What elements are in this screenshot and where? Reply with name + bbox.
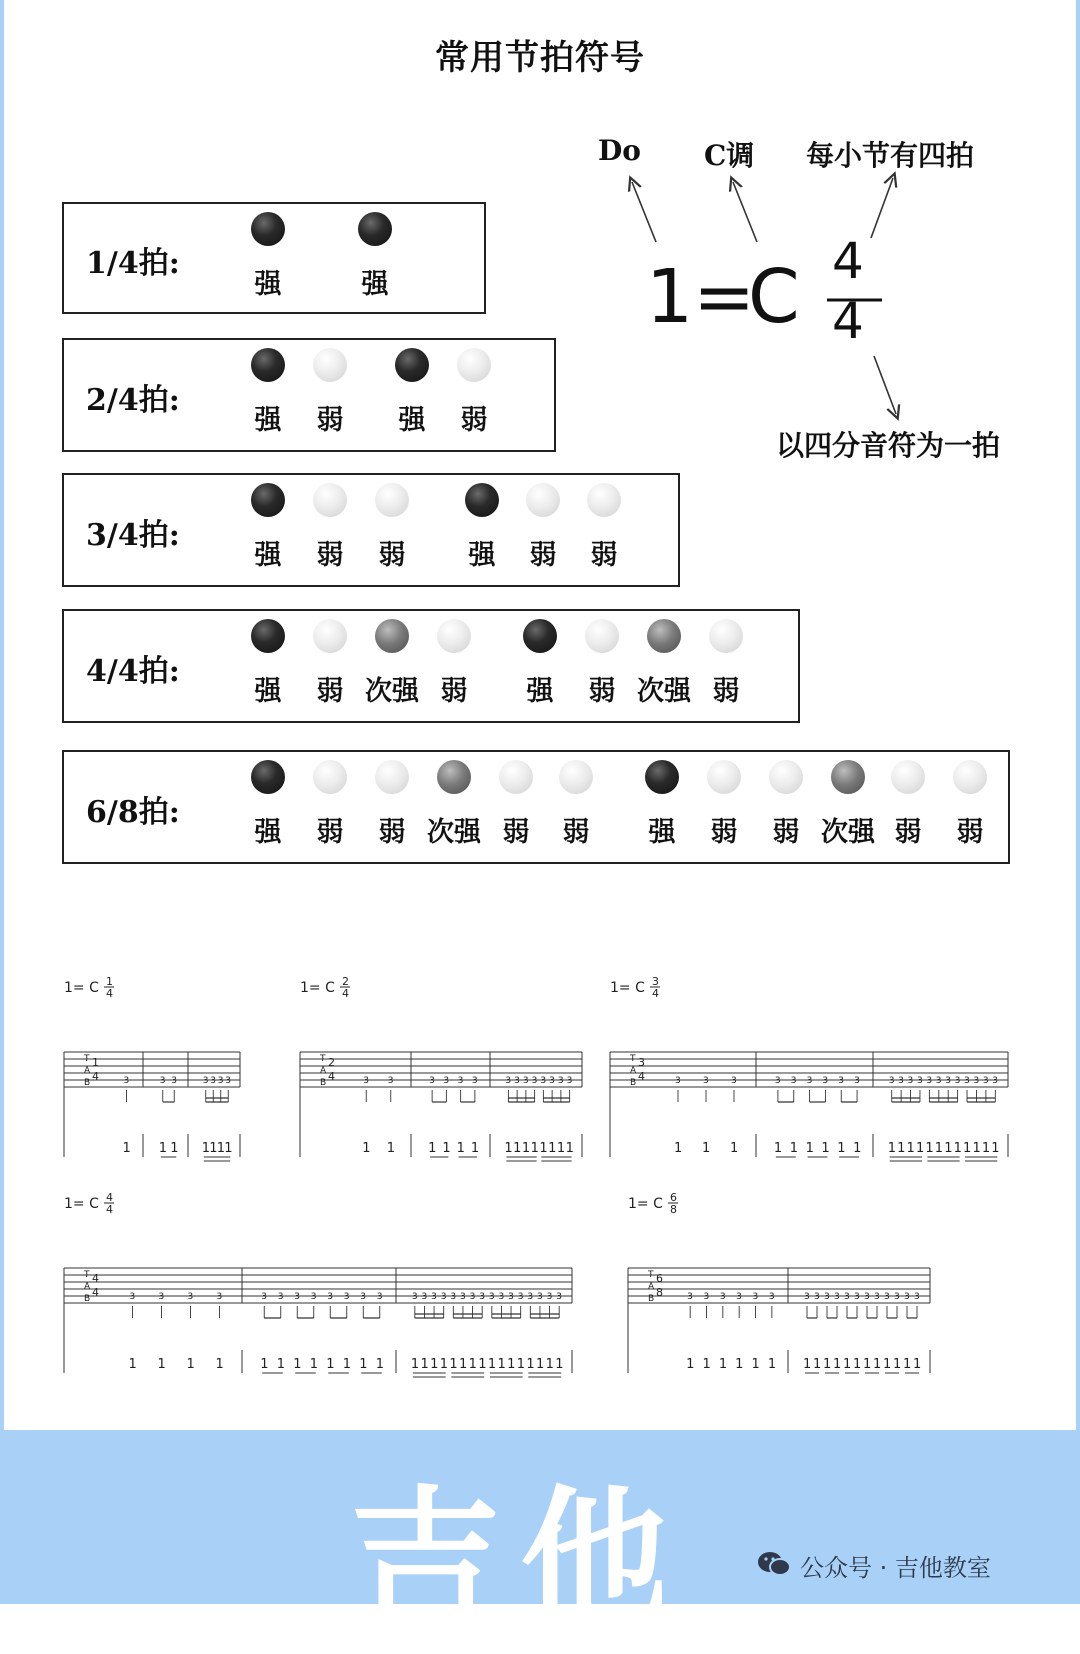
- jianpu-number: 1: [887, 1141, 896, 1156]
- tab-key-denominator: 4: [652, 987, 659, 1000]
- jianpu-number: 1: [539, 1141, 548, 1156]
- tab-fret-number: 3: [123, 1076, 130, 1086]
- beat-word: 弱: [502, 817, 530, 848]
- tab-fret-number: 3: [834, 1292, 840, 1302]
- beat-word: 弱: [956, 817, 984, 848]
- tab-time-numerator: 4: [92, 1272, 99, 1285]
- tab-fret-number: 3: [376, 1292, 383, 1302]
- tab-fret-number: 3: [129, 1292, 136, 1302]
- tab-fret-number: 3: [822, 1076, 829, 1086]
- tab-fret-number: 3: [982, 1076, 989, 1086]
- jianpu-number: 1: [309, 1357, 319, 1372]
- footer-banner: [0, 1430, 1080, 1647]
- jianpu-number: 1: [458, 1357, 468, 1372]
- tab-fret-number: 3: [719, 1292, 726, 1302]
- tab-fret-number: 3: [806, 1076, 813, 1086]
- beat-word: 强: [648, 817, 676, 848]
- tab-fret-number: 3: [225, 1076, 231, 1086]
- time-numerator: 4: [832, 232, 864, 290]
- beat-word: 弱: [316, 405, 344, 436]
- tab-key-denominator: 4: [106, 1203, 113, 1216]
- tab-fret-number: 3: [488, 1292, 495, 1302]
- jianpu-number: 1: [702, 1357, 711, 1372]
- tab-letter-t: T: [320, 1054, 326, 1064]
- tab-fret-number: 3: [431, 1292, 437, 1302]
- tab-key-denominator: 8: [670, 1203, 677, 1216]
- beat-word: 强: [526, 676, 554, 707]
- annotation-beat-unit: 以四分音符为一拍: [776, 429, 1001, 462]
- tab-key-numerator: 3: [652, 975, 659, 988]
- tab-fret-number: 3: [158, 1292, 165, 1302]
- tab-fret-number: 3: [768, 1292, 775, 1302]
- jianpu-number: 1: [293, 1357, 302, 1372]
- jianpu-number: 1: [468, 1357, 477, 1372]
- key-letter: C: [748, 254, 800, 340]
- tab-fret-number: 3: [804, 1292, 810, 1302]
- beat-word: 弱: [590, 540, 618, 571]
- tab-fret-number: 3: [844, 1292, 850, 1302]
- banner-logo-text: 吉他: [350, 1471, 691, 1647]
- jianpu-number: 1: [833, 1357, 842, 1372]
- jianpu-number: 1: [224, 1141, 233, 1156]
- jianpu-number: 1: [906, 1141, 915, 1156]
- tab-letter-t: T: [84, 1054, 90, 1064]
- annotation-do: Do: [598, 134, 641, 167]
- jianpu-number: 1: [873, 1357, 882, 1372]
- tab-fret-number: 3: [505, 1076, 512, 1086]
- jianpu-number: 1: [883, 1357, 892, 1372]
- tab-fret-number: 3: [531, 1076, 538, 1086]
- jianpu-number: 1: [326, 1357, 335, 1372]
- tab-letter-t: T: [630, 1054, 636, 1064]
- tab-fret-number: 3: [508, 1292, 514, 1302]
- jianpu-number: 1: [565, 1141, 574, 1156]
- tab-fret-number: 3: [277, 1292, 284, 1302]
- beat-word: 强: [254, 676, 282, 707]
- beat-word: 强: [254, 540, 282, 571]
- beat-word: 弱: [316, 676, 344, 707]
- tab-fret-number: 3: [363, 1076, 369, 1086]
- jianpu-number: 1: [420, 1357, 429, 1372]
- tab-fret-number: 3: [540, 1076, 547, 1086]
- tab-fret-number: 3: [159, 1076, 166, 1086]
- jianpu-number: 1: [963, 1141, 972, 1156]
- jianpu-number: 1: [260, 1357, 269, 1372]
- tab-letter-a: A: [630, 1066, 637, 1076]
- jianpu-number: 1: [428, 1141, 437, 1156]
- jianpu-number: 1: [751, 1357, 760, 1372]
- tab-fret-number: 3: [536, 1292, 543, 1302]
- tab-time-numerator: 3: [638, 1056, 645, 1069]
- tab-letter-a: A: [648, 1282, 655, 1292]
- tab-fret-number: 3: [187, 1292, 194, 1302]
- tab-fret-number: 3: [790, 1076, 797, 1086]
- tab-fret-number: 3: [854, 1292, 860, 1302]
- page-title: 常用节拍符号: [435, 38, 645, 78]
- tab-time-denominator: 4: [92, 1286, 99, 1299]
- jianpu-number: 1: [913, 1357, 922, 1372]
- tab-fret-number: 3: [294, 1292, 300, 1302]
- jianpu-number: 1: [470, 1141, 480, 1156]
- beat-row-label: 6/8拍:: [86, 795, 180, 830]
- tab-fret-number: 3: [914, 1292, 920, 1302]
- tab-fret-number: 3: [774, 1076, 781, 1086]
- beat-word: 次强: [365, 676, 419, 707]
- tab-fret-number: 3: [443, 1076, 450, 1086]
- beat-word: 弱: [562, 817, 590, 848]
- tab-key-denominator: 4: [342, 987, 349, 1000]
- tab-key-numerator: 6: [670, 1191, 677, 1204]
- jianpu-number: 1: [215, 1357, 224, 1372]
- tab-fret-number: 3: [894, 1292, 900, 1302]
- tab-fret-number: 3: [387, 1076, 394, 1086]
- tab-letter-t: T: [648, 1270, 654, 1280]
- tab-fret-number: 3: [261, 1292, 267, 1302]
- tab-fret-number: 3: [216, 1292, 223, 1302]
- jianpu-number: 1: [386, 1141, 396, 1156]
- jianpu-number: 1: [430, 1357, 439, 1372]
- jianpu-number: 1: [893, 1357, 902, 1372]
- tab-letter-b: B: [320, 1078, 327, 1088]
- jianpu-number: 1: [545, 1357, 554, 1372]
- tab-fret-number: 3: [557, 1076, 564, 1086]
- tab-fret-number: 3: [310, 1292, 317, 1302]
- tab-fret-number: 3: [904, 1292, 910, 1302]
- tab-fret-number: 3: [864, 1292, 870, 1302]
- tab-fret-number: 3: [457, 1076, 464, 1086]
- tab-fret-number: 3: [884, 1292, 890, 1302]
- jianpu-number: 1: [735, 1357, 744, 1372]
- tab-time-numerator: 1: [92, 1056, 99, 1069]
- beat-word: 弱: [316, 540, 344, 571]
- jianpu-number: 1: [981, 1141, 991, 1156]
- jianpu-number: 1: [556, 1141, 566, 1156]
- jianpu-number: 1: [548, 1141, 557, 1156]
- beat-word: 弱: [440, 676, 468, 707]
- beat-word: 弱: [588, 676, 616, 707]
- jianpu-number: 1: [276, 1357, 286, 1372]
- tab-fret-number: 3: [411, 1292, 418, 1302]
- jianpu-number: 1: [773, 1141, 783, 1156]
- jianpu-number: 1: [674, 1141, 683, 1156]
- tab-fret-number: 3: [469, 1292, 476, 1302]
- tab-fret-number: 3: [916, 1076, 923, 1086]
- tab-fret-number: 3: [527, 1292, 534, 1302]
- beat-word: 次强: [637, 676, 691, 707]
- jianpu-number: 1: [513, 1141, 522, 1156]
- beat-word: 弱: [894, 817, 922, 848]
- jianpu-number: 1: [555, 1357, 564, 1372]
- tab-fret-number: 3: [814, 1292, 820, 1302]
- jianpu-number: 1: [170, 1141, 179, 1156]
- beat-word: 强: [361, 269, 389, 300]
- tab-fret-number: 3: [517, 1292, 524, 1302]
- jianpu-number: 1: [991, 1141, 1000, 1156]
- jianpu-number: 1: [456, 1141, 465, 1156]
- tab-fret-number: 3: [964, 1076, 970, 1086]
- beat-word: 强: [254, 405, 282, 436]
- jianpu-number: 1: [157, 1357, 166, 1372]
- tab-fret-number: 3: [217, 1076, 224, 1086]
- jianpu-number: 1: [487, 1357, 497, 1372]
- jianpu-number: 1: [823, 1357, 832, 1372]
- tab-key-label: 1= C: [610, 980, 645, 996]
- tab-fret-number: 3: [838, 1076, 844, 1086]
- time-denominator: 4: [832, 292, 864, 350]
- tab-fret-number: 3: [343, 1292, 350, 1302]
- jianpu-number: 1: [863, 1357, 872, 1372]
- beat-word: 弱: [710, 817, 738, 848]
- tab-letter-b: B: [84, 1078, 91, 1088]
- tab-letter-a: A: [84, 1066, 91, 1076]
- beat-row-label: 1/4拍:: [86, 246, 180, 281]
- tab-key-numerator: 2: [342, 975, 349, 988]
- tab-fret-number: 3: [514, 1076, 520, 1086]
- tab-fret-number: 3: [752, 1292, 759, 1302]
- jianpu-number: 1: [128, 1357, 137, 1372]
- tab-fret-number: 3: [907, 1076, 914, 1086]
- beat-word: 次强: [427, 817, 481, 848]
- beat-word: 弱: [378, 817, 406, 848]
- jianpu-number: 1: [449, 1357, 458, 1372]
- jianpu-number: 1: [730, 1141, 739, 1156]
- tab-time-denominator: 8: [656, 1286, 663, 1299]
- jianpu-number: 1: [410, 1357, 420, 1372]
- jianpu-number: 1: [805, 1141, 814, 1156]
- jianpu-number: 1: [530, 1141, 539, 1156]
- jianpu-number: 1: [925, 1141, 934, 1156]
- jianpu-number: 1: [521, 1141, 531, 1156]
- beat-word: 弱: [378, 540, 406, 571]
- tab-letter-t: T: [84, 1270, 90, 1280]
- tab-fret-number: 3: [566, 1076, 573, 1086]
- jianpu-number: 1: [915, 1141, 925, 1156]
- tab-fret-number: 3: [854, 1076, 860, 1086]
- tab-letter-b: B: [630, 1078, 637, 1088]
- tab-fret-number: 3: [498, 1292, 505, 1302]
- jianpu-number: 1: [122, 1141, 131, 1156]
- tab-fret-number: 3: [703, 1292, 710, 1302]
- tab-fret-number: 3: [471, 1076, 478, 1086]
- tab-fret-number: 3: [429, 1076, 435, 1086]
- tab-fret-number: 3: [459, 1292, 466, 1302]
- jianpu-number: 1: [853, 1141, 862, 1156]
- tab-key-label: 1= C: [300, 980, 335, 996]
- jianpu-number: 1: [362, 1141, 371, 1156]
- tab-fret-number: 3: [945, 1076, 951, 1086]
- jianpu-number: 1: [702, 1141, 711, 1156]
- tab-key-label: 1= C: [628, 1196, 663, 1212]
- jianpu-number: 1: [504, 1141, 513, 1156]
- jianpu-number: 1: [516, 1357, 525, 1372]
- jianpu-number: 1: [442, 1141, 451, 1156]
- jianpu-number: 1: [209, 1141, 218, 1156]
- tab-fret-number: 3: [546, 1292, 553, 1302]
- tab-fret-number: 3: [522, 1076, 529, 1086]
- jianpu-number: 1: [439, 1357, 448, 1372]
- beat-word: 弱: [529, 540, 557, 571]
- beat-word: 强: [398, 405, 426, 436]
- jianpu-number: 1: [375, 1357, 385, 1372]
- tab-fret-number: 3: [556, 1292, 562, 1302]
- tab-fret-number: 3: [973, 1076, 980, 1086]
- annotation-key: C调: [704, 139, 755, 172]
- tab-key-denominator: 4: [106, 987, 113, 1000]
- jianpu-number: 1: [507, 1357, 516, 1372]
- tab-letter-a: A: [320, 1066, 327, 1076]
- beat-word: 次强: [821, 817, 875, 848]
- jianpu-number: 1: [216, 1141, 226, 1156]
- tab-fret-number: 3: [202, 1076, 209, 1086]
- jianpu-number: 1: [813, 1357, 822, 1372]
- tab-fret-number: 3: [736, 1292, 742, 1302]
- beat-row-label: 2/4拍:: [86, 383, 180, 418]
- tab-fret-number: 3: [450, 1292, 457, 1302]
- jianpu-number: 1: [535, 1357, 545, 1372]
- tab-letter-b: B: [84, 1294, 91, 1304]
- tab-key-numerator: 4: [106, 1191, 113, 1204]
- tab-fret-number: 3: [926, 1076, 933, 1086]
- beat-word: 强: [254, 817, 282, 848]
- tab-fret-number: 3: [440, 1292, 447, 1302]
- jianpu-number: 1: [897, 1141, 906, 1156]
- jianpu-number: 1: [201, 1141, 211, 1156]
- jianpu-number: 1: [359, 1357, 368, 1372]
- beat-row-label: 4/4拍:: [86, 654, 180, 689]
- beat-word: 弱: [772, 817, 800, 848]
- key-one-equals: 1=: [646, 254, 756, 340]
- beat-word: 弱: [712, 676, 740, 707]
- tab-fret-number: 3: [171, 1076, 177, 1086]
- jianpu-number: 1: [186, 1357, 195, 1372]
- tab-fret-number: 3: [935, 1076, 942, 1086]
- tab-fret-number: 3: [731, 1076, 737, 1086]
- jianpu-number: 1: [686, 1357, 695, 1372]
- tab-time-numerator: 2: [328, 1056, 335, 1069]
- tab-time-denominator: 4: [92, 1070, 99, 1083]
- tab-fret-number: 3: [992, 1076, 999, 1086]
- jianpu-number: 1: [953, 1141, 962, 1156]
- jianpu-number: 1: [526, 1357, 535, 1372]
- tab-fret-number: 3: [479, 1292, 485, 1302]
- tab-key-numerator: 1: [106, 975, 113, 988]
- jianpu-number: 1: [972, 1141, 981, 1156]
- beat-word: 强: [468, 540, 496, 571]
- tab-key-label: 1= C: [64, 1196, 99, 1212]
- wechat-icon: [756, 1550, 792, 1578]
- tab-fret-number: 3: [210, 1076, 216, 1086]
- tab-fret-number: 3: [703, 1076, 709, 1086]
- beat-row-label: 3/4拍:: [86, 518, 180, 553]
- tab-letter-a: A: [84, 1282, 91, 1292]
- jianpu-number: 1: [789, 1141, 799, 1156]
- tab-fret-number: 3: [874, 1292, 880, 1302]
- tab-time-numerator: 6: [656, 1272, 663, 1285]
- tab-fret-number: 3: [549, 1076, 555, 1086]
- tab-key-label: 1= C: [64, 980, 99, 996]
- jianpu-number: 1: [497, 1357, 506, 1372]
- jianpu-number: 1: [158, 1141, 168, 1156]
- tab-fret-number: 3: [421, 1292, 428, 1302]
- jianpu-number: 1: [342, 1357, 352, 1372]
- account-name: 公众号 · 吉他教室: [800, 1554, 991, 1582]
- jianpu-number: 1: [821, 1141, 830, 1156]
- tab-fret-number: 3: [327, 1292, 333, 1302]
- jianpu-number: 1: [478, 1357, 487, 1372]
- tab-time-denominator: 4: [328, 1070, 335, 1083]
- tab-time-denominator: 4: [638, 1070, 645, 1083]
- tab-fret-number: 3: [898, 1076, 904, 1086]
- annotation-beats-per-bar: 每小节有四拍: [806, 139, 975, 172]
- jianpu-number: 1: [944, 1141, 953, 1156]
- jianpu-number: 1: [903, 1357, 912, 1372]
- jianpu-number: 1: [767, 1357, 777, 1372]
- tab-fret-number: 3: [687, 1292, 693, 1302]
- beat-word: 弱: [460, 405, 488, 436]
- jianpu-number: 1: [803, 1357, 812, 1372]
- jianpu-number: 1: [843, 1357, 852, 1372]
- tab-fret-number: 3: [888, 1076, 895, 1086]
- tab-fret-number: 3: [824, 1292, 830, 1302]
- jianpu-number: 1: [853, 1357, 862, 1372]
- jianpu-number: 1: [718, 1357, 728, 1372]
- beat-word: 强: [254, 269, 282, 300]
- jianpu-number: 1: [934, 1141, 944, 1156]
- tab-fret-number: 3: [954, 1076, 961, 1086]
- tab-letter-b: B: [648, 1294, 655, 1304]
- tab-fret-number: 3: [360, 1292, 366, 1302]
- beat-word: 弱: [316, 817, 344, 848]
- tab-fret-number: 3: [675, 1076, 681, 1086]
- jianpu-number: 1: [837, 1141, 846, 1156]
